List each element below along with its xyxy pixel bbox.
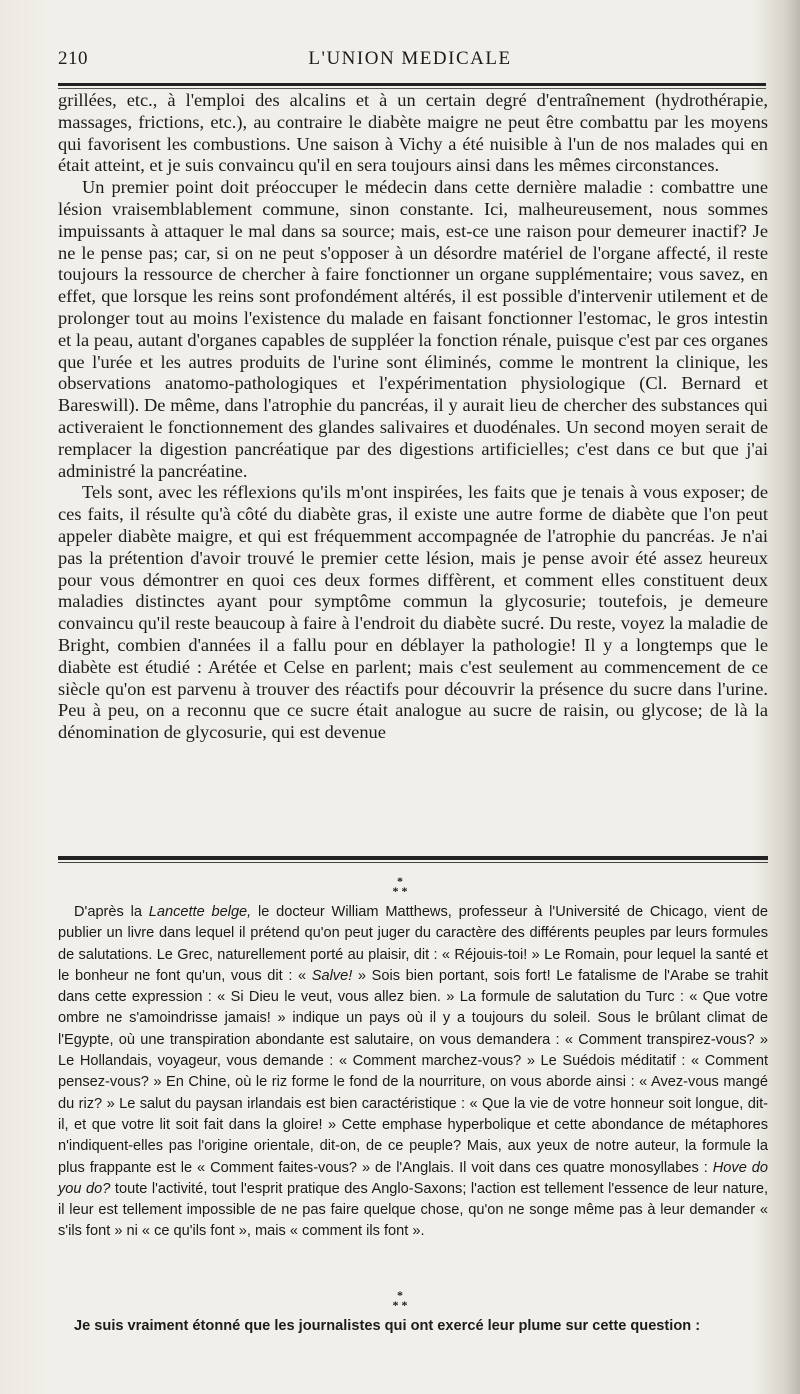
note-body: toute l'activité, tout l'esprit pratique des Anglo-Saxons; l'action est tellement l'essence de leur nature, il leur est tellement impossible de ne pas faire quelque chose, qu'on ne songe même pas à leur demander « s'ils font » ni « ce qu'ils font », mais « comment ils font ». [58, 1180, 768, 1240]
section-rule [58, 856, 768, 863]
note-paragraph [58, 902, 768, 1243]
paragraph-continued: grillées, etc., à l'emploi des alcalins et à un certain degré d'entraînement (hydrothérapie, massages, frictions, etc.), au contraire le diabète maigre ne peut être combattu par les moyens qui favorisent les combustions. Une saison à Vichy a été nuisible à l'un de nos malades qui en était atteint, et je suis convaincu qu'il en sera toujours ainsi dans les mêmes circonstances. [58, 90, 768, 176]
note-body: le docteur William Matthews, professeur à l'Université de Chicago, vient de publier un livre dans lequel il prétend qu'on peut juger du caractère des différents peuples par leurs formules de salutations. Le Grec, naturellement porté au plaisir, dit : « Réjouis-toi! » Le Romain, pour lequel la santé et le bonheur ne font qu'un, vous dit : « [58, 904, 768, 984]
journal-title: L'UNION MEDICALE [308, 48, 512, 69]
english-salute: Hove do you do? [58, 1159, 768, 1197]
latin-salute: Salve! [311, 967, 353, 984]
main-article-text [58, 90, 768, 744]
note-intro: D'après la [74, 904, 149, 920]
feuilleton-note [58, 902, 768, 1243]
paragraph: Un premier point doit préoccuper le médecin dans cette dernière maladie : combattre une lésion vraisemblablement commune, sinon constante. Ici, malheureusement, nous sommes impuissants à attaquer le mal dans sa source; mais, est-ce une raison pour demeurer inactif? Je ne le pense pas; car, si on ne peut s'opposer à un désordre matériel de l'organe affecté, il reste toujours la ressource de chercher à faire fonctionner un organe supplémentaire; vous savez, en effet, que lorsque les reins sont profondément altérés, il est possible d'intervenir utilement et de prolonger tout au moins l'existence du malade en faisant fonctionner l'estomac, le gros intestin et la peau, autant d'organes capables de suppléer la fonction rénale, puisque c'est par ces organes que l'urée et les autres produits de l'urine sont éliminés, comme le montrent la clinique, les observations anatomo-pathologiques et l'expérimentation physiologique (Cl. Bernard et Bareswill). De même, dans l'atrophie du pancréas, il y aurait lieu de chercher des substances qui activeraient le fonctionnement des glandes salivaires et duodénales. Un second moyen serait de remplacer la digestion pancréatique par des digestions artificielles; c'est dans ce but que j'ai administré la pancréatine. [58, 177, 768, 481]
running-header [58, 48, 762, 76]
asterism-divider: * * * [392, 874, 408, 898]
asterism-divider: * * * [392, 1288, 408, 1312]
page-number: 210 [58, 48, 88, 69]
note-body: » Sois bien portant, sois fort! Le fatalisme de l'Arabe se trahit dans cette expression : « Si Dieu le veut, vous allez bien. » La formule de salutation du Turc : « Que votre ombre ne s'amoindrisse jamais! » indique un pays où il y a toujours du soleil. Sous le brûlant climat de l'Egypte, où une transpiration abondante est salutaire, on vous demandera : « Comment transpirez-vous? » Le Hollandais, voyageur, vous demande : « Comment marchez-vous? » Le Suédois méditatif : « Comment pensez-vous? » En Chine, où le riz forme le fond de la nourriture, on vous aborde ainsi : « Avez-vous mangé du riz? » Le salut du paysan irlandais est bien caractéristique : « Que la vie de votre honneur soit longue, dit-il, et que votre lit soit fait dans la gloire! » Cette emphase hyperbolique et cette abondance de métaphores n'indiquent-elles pas l'origine orientale, dit-on, de ce peuple? Mais, aux yeux de notre auteur, la formule la plus frappante est le « Comment faites-vous? » de l'Anglais. Il voit dans ces quatre monosyllabes : [58, 967, 768, 1176]
header-rule [58, 83, 766, 89]
journal-name: Lancette belge, [148, 904, 252, 920]
next-note-first-line: Je suis vraiment étonné que les journalistes qui ont exercé leur plume sur cette question : [74, 1318, 701, 1334]
paragraph: Tels sont, avec les réflexions qu'ils m'ont inspirées, les faits que je tenais à vous exposer; de ces faits, il résulte qu'à côté du diabète gras, il existe une autre forme de diabète que l'on peut appeler diabète maigre, et qui est fréquemment accompagnée de l'atrophie du pancréas. Je n'ai pas la prétention d'avoir trouvé le premier cette lésion, mais je pense avoir été assez heureux pour vous démontrer en quoi ces deux formes diffèrent, et comment elles constituent deux maladies distinctes ayant pour symptôme commun la glycosurie; toutefois, je demeure convaincu qu'il reste beaucoup à faire à l'endroit du diabète sucré. Du reste, voyez la maladie de Bright, combien d'années il a fallu pour en déblayer la pathologie! Il y a longtemps que le diabète est étudié : Arétée et Celse en parlent; mais c'est seulement au commencement de ce siècle qu'on est parvenu à trouver des réactifs pour découvrir la présence du sucre dans l'urine. Peu à peu, on a reconnu que ce sucre était analogue au sucre de raisin, ou glycose; de là la dénomination de glycosurie, qui est devenue [58, 482, 768, 743]
